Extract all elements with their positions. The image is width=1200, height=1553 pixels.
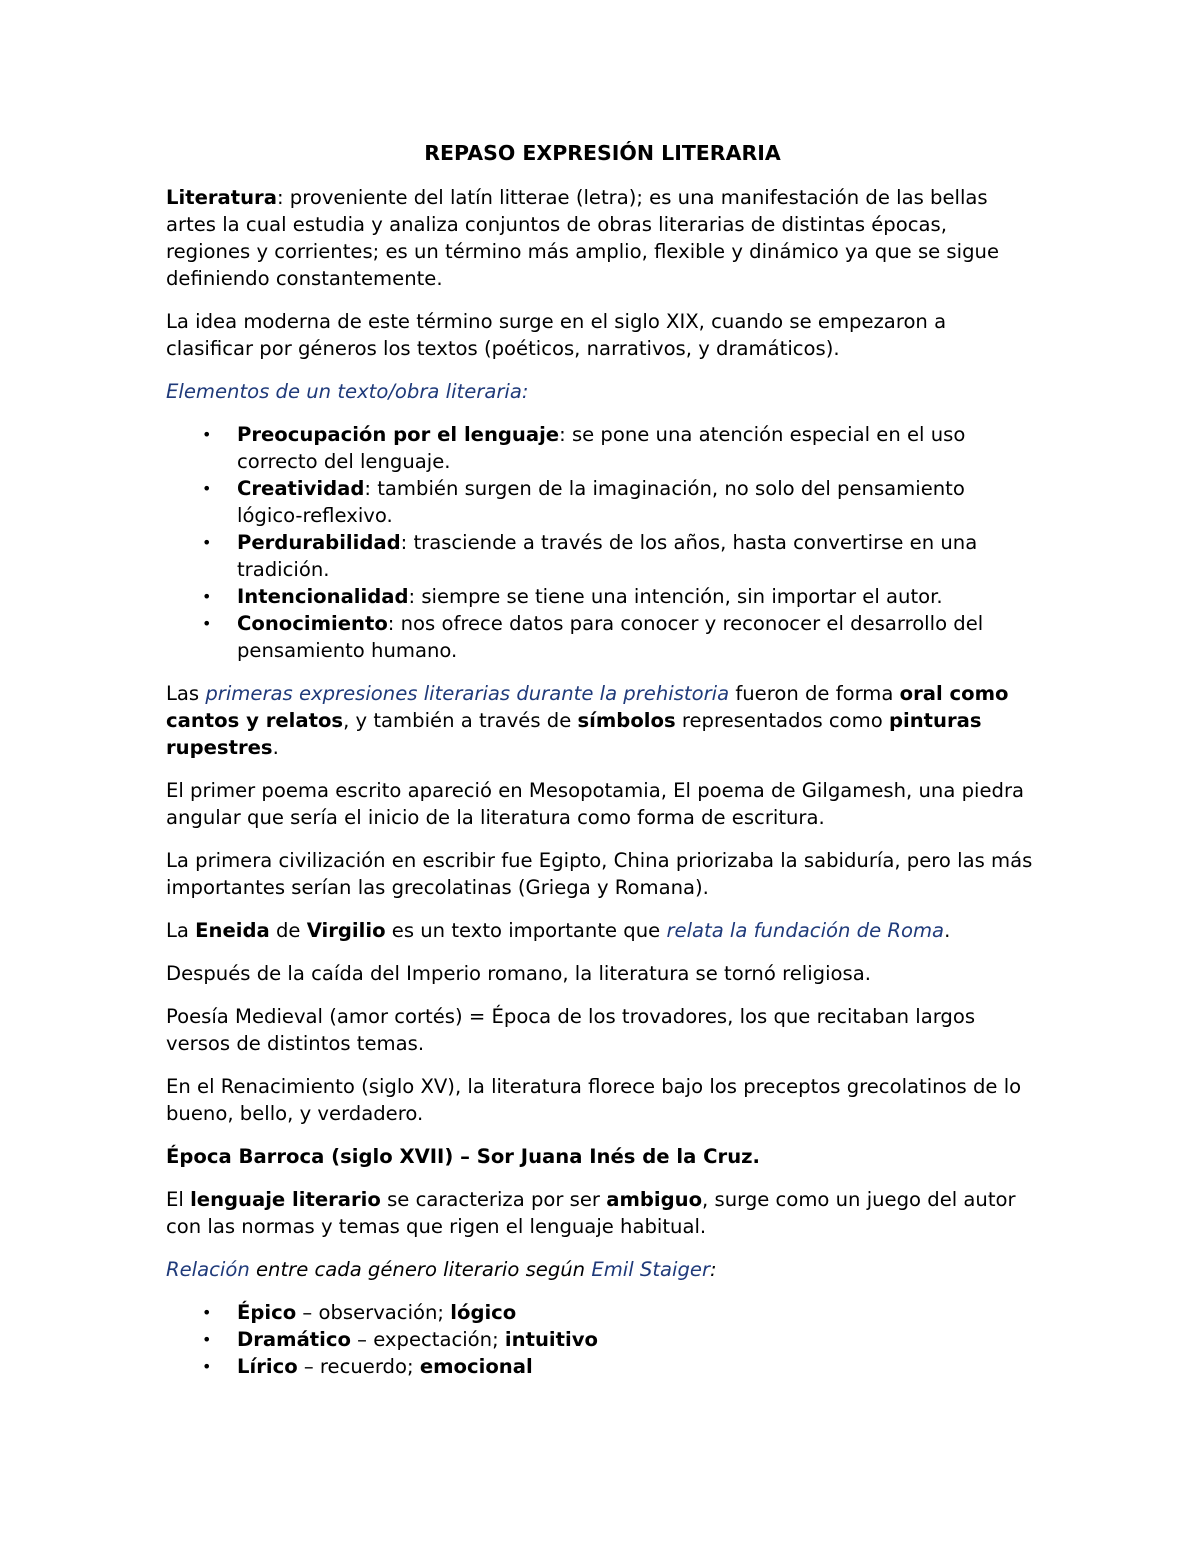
genre-text: – expectación; <box>350 1328 505 1351</box>
document-title: REPASO EXPRESIÓN LITERARIA <box>424 141 781 165</box>
text-run: El <box>166 1188 191 1211</box>
list-item-term: Conocimiento <box>237 612 388 635</box>
paragraph-literatura-definition <box>166 184 1036 292</box>
highlight-roma: relata la fundación de Roma <box>666 919 945 942</box>
list-item-text: : también surgen de la imaginación, no solo del pensamiento lógico-reflexivo. <box>237 477 965 527</box>
text-run: , surge como un juego del autor con las normas y temas que rigen el lenguaje habitual. <box>166 1188 1016 1238</box>
text-run: de <box>269 919 307 942</box>
heading-barroca: Época Barroca (siglo XVII) – Sor Juana Inés de la Cruz. <box>166 1145 760 1168</box>
definition-text: : proveniente del latín litterae (letra); es una manifestación de las bellas artes la cual estudia y analiza conjuntos de obras literarias de distintas épocas, regiones y corrientes; es un término más amplio, flexible y dinámico ya que se sigue definiendo constantemente. <box>166 186 999 290</box>
list-item-text: : se pone una atención especial en el uso correcto del lenguaje. <box>237 423 966 473</box>
paragraph-gilgamesh: El primer poema escrito apareció en Mesopotamia, El poema de Gilgamesh, una piedra angular que sería el inicio de la literatura como forma de escritura. <box>166 779 1025 829</box>
paragraph-lenguaje-literario <box>166 1186 1036 1240</box>
list-item-term: Intencionalidad <box>237 585 409 608</box>
document-body <box>166 140 1036 1396</box>
paragraph-medieval: Poesía Medieval (amor cortés) = Época de los trovadores, los que recitaban largos versos de distintos temas. <box>166 1005 976 1055</box>
text-run: fueron de forma <box>729 682 900 705</box>
text-run: , y también a través de <box>343 709 578 732</box>
paragraph-eneida <box>166 917 1036 944</box>
text-run: entre cada género literario según <box>249 1258 592 1281</box>
bullet-icon: • <box>202 614 212 633</box>
list-item <box>166 1326 1036 1353</box>
genre-term: Lírico <box>237 1355 298 1378</box>
list-item <box>166 1353 1036 1380</box>
paragraph-prehistory <box>166 680 1036 761</box>
genre-quality: lógico <box>450 1301 517 1324</box>
text-run: representados como <box>675 709 889 732</box>
bullet-icon: • <box>202 533 212 552</box>
list-item <box>166 529 1036 583</box>
highlight-staiger: Emil Staiger <box>591 1258 711 1281</box>
genre-term: Dramático <box>237 1328 351 1351</box>
list-item <box>166 1299 1036 1326</box>
bold-eneida: Eneida <box>195 919 270 942</box>
highlight-relacion: Relación <box>166 1258 250 1281</box>
list-item-text: : siempre se tiene una intención, sin importar el autor. <box>408 585 943 608</box>
list-item <box>166 610 1036 664</box>
bold-ambiguo: ambiguo <box>606 1188 703 1211</box>
bullet-icon: • <box>202 587 212 606</box>
bullet-icon: • <box>202 1357 212 1376</box>
bold-lenguaje-literario: lenguaje literario <box>190 1188 381 1211</box>
list-item <box>166 421 1036 475</box>
elements-heading: Elementos de un texto/obra literaria: <box>166 380 529 403</box>
genre-quality: intuitivo <box>504 1328 598 1351</box>
list-item-term: Perdurabilidad <box>237 531 401 554</box>
elements-list <box>166 421 1036 664</box>
bullet-icon: • <box>202 425 212 444</box>
bold-virgilio: Virgilio <box>306 919 386 942</box>
list-item-text: : nos ofrece datos para conocer y reconocer el desarrollo del pensamiento humano. <box>237 612 984 662</box>
bullet-icon: • <box>202 1330 212 1349</box>
genres-list <box>166 1299 1036 1380</box>
bold-simbolos: símbolos <box>577 709 676 732</box>
term-literatura: Literatura <box>166 186 277 209</box>
list-item-term: Preocupación por el lenguaje <box>237 423 560 446</box>
list-item-text: : trasciende a través de los años, hasta convertirse en una tradición. <box>237 531 978 581</box>
list-item-term: Creatividad <box>237 477 365 500</box>
genre-text: – observación; <box>296 1301 451 1324</box>
genre-term: Épico <box>237 1301 297 1324</box>
text-run: . <box>272 736 279 759</box>
paragraph-modern-idea: La idea moderna de este término surge en el siglo XIX, cuando se empezaron a clasificar por géneros los textos (poéticos, narrativos, y dramáticos). <box>166 310 947 360</box>
list-item <box>166 475 1036 529</box>
text-run: se caracteriza por ser <box>380 1188 607 1211</box>
bold-pinturas: pinturas rupestres <box>166 709 982 759</box>
text-run: : <box>710 1258 717 1281</box>
bold-oral: oral como cantos y relatos <box>166 682 1009 732</box>
bullet-icon: • <box>202 479 212 498</box>
text-run: Las <box>166 682 206 705</box>
genre-quality: emocional <box>419 1355 533 1378</box>
genre-text: – recuerdo; <box>297 1355 420 1378</box>
list-item <box>166 583 1036 610</box>
highlight-prehistory: primeras expresiones literarias durante la prehistoria <box>205 682 730 705</box>
paragraph-imperio: Después de la caída del Imperio romano, la literatura se tornó religiosa. <box>166 962 871 985</box>
staiger-heading <box>166 1256 1036 1283</box>
text-run: . <box>944 919 951 942</box>
paragraph-renacimiento: En el Renacimiento (siglo XV), la literatura florece bajo los preceptos grecolatinos de lo bueno, bello, y verdadero. <box>166 1075 1022 1125</box>
text-run: La <box>166 919 196 942</box>
paragraph-civilization: La primera civilización en escribir fue Egipto, China priorizaba la sabiduría, pero las más importantes serían las grecolatinas (Griega y Romana). <box>166 849 1033 899</box>
bullet-icon: • <box>202 1303 212 1322</box>
text-run: es un texto importante que <box>385 919 667 942</box>
